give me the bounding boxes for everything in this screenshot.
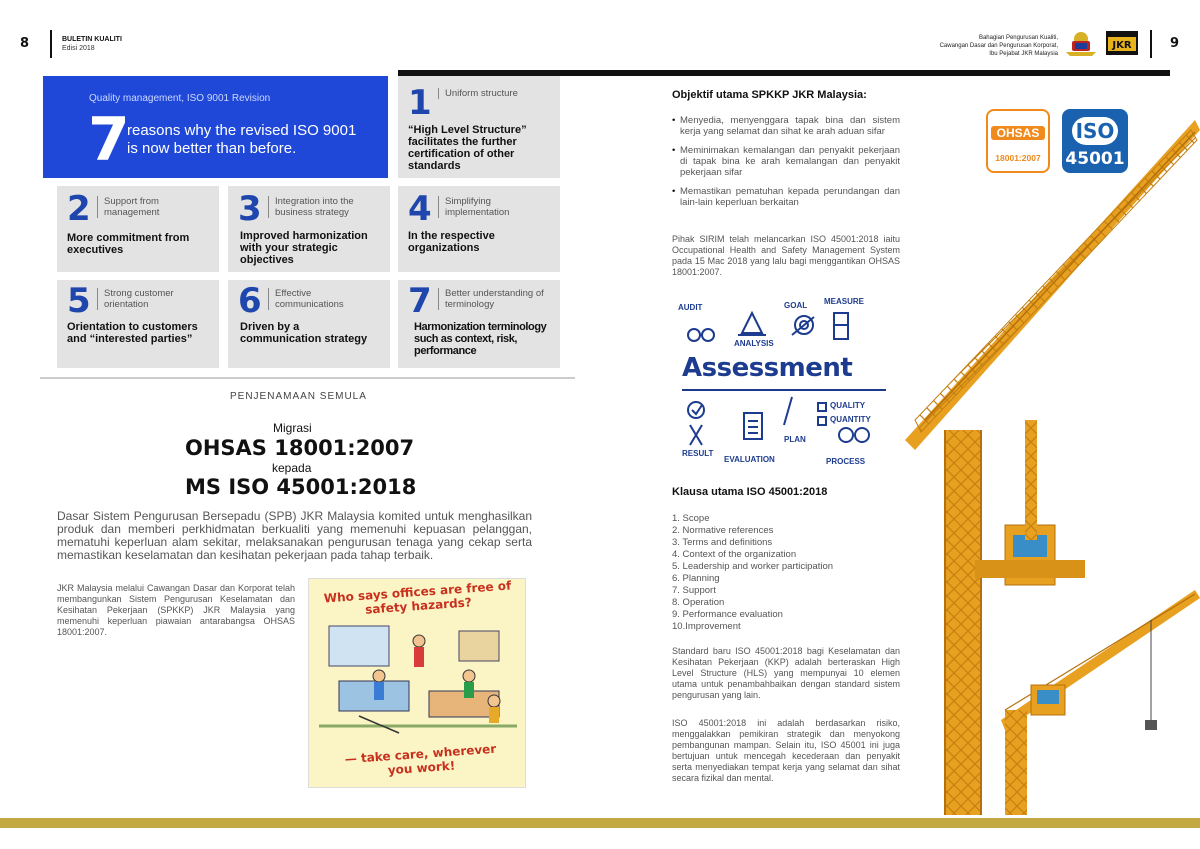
- iso-badge-bottom: 45001: [1065, 149, 1125, 169]
- org-line: Bahagian Pengurusan Kualiti,: [978, 35, 1058, 41]
- list-item: 10.Improvement: [672, 621, 741, 632]
- hero-line1: reasons why the revised ISO 9001: [127, 122, 357, 139]
- assessment-label-measure: MEASURE: [824, 297, 865, 306]
- safety-poster: [308, 578, 526, 788]
- left-page-number: 8: [20, 36, 30, 51]
- reason-number: 7: [408, 281, 432, 321]
- list-item: 2. Normative references: [672, 525, 774, 536]
- list-item: 5. Leadership and worker participation: [672, 561, 834, 572]
- section-label: PENJENAMAAN SEMULA: [230, 391, 367, 402]
- bulletin-title: BULETIN KUALITI: [62, 36, 122, 43]
- reason-description: Improved harmonization with your strategic objectives: [240, 230, 368, 266]
- jkr-logo-text: JKR: [1112, 40, 1132, 51]
- list-item: 6. Planning: [672, 573, 720, 584]
- assessment-label-process: PROCESS: [826, 457, 866, 466]
- assessment-label-quantity: QUANTITY: [830, 415, 871, 424]
- list-item: • Memastikan pematuhan kepada perundangan dan lain-lain keperluan berkaitan: [672, 186, 900, 208]
- reason-description: Harmonization terminology such as context, risk, performance: [414, 321, 547, 357]
- hero-number: 7: [88, 105, 130, 175]
- iso-badge-top: ISO: [1072, 117, 1118, 145]
- section-divider: [40, 377, 575, 379]
- list-item: 8. Operation: [672, 597, 725, 608]
- reason-subtitle: Support from management: [97, 196, 207, 218]
- reason-description: “High Level Structure” facilitates the further certification of other standards: [408, 124, 527, 172]
- right-header-divider: [1150, 30, 1152, 58]
- reason-description: Orientation to customers and “interested parties”: [67, 321, 198, 345]
- reason-description: Driven by a communication strategy: [240, 321, 368, 345]
- reason-tile-2: [57, 186, 219, 272]
- clause-list: [672, 513, 900, 633]
- clause-title: Klausa utama ISO 45001:2018: [672, 486, 828, 498]
- reason-tile-7: [398, 280, 560, 368]
- list-item: 9. Performance evaluation: [672, 609, 783, 620]
- reason-number: 2: [67, 189, 91, 229]
- reason-tile-5: [57, 280, 219, 368]
- left-header-divider: [50, 30, 52, 58]
- reason-subtitle: Better understanding of terminology: [438, 288, 548, 310]
- tower-crane-illustration: [905, 120, 1200, 820]
- to-standard: MS ISO 45001:2018: [185, 475, 417, 499]
- assessment-label-plan: PLAN: [784, 435, 806, 444]
- bulletin-edition: Edisi 2018: [62, 45, 95, 52]
- coat-of-arms-logo: [1062, 28, 1100, 58]
- reason-tile-1: [398, 76, 560, 178]
- hero-line2: is now better than before.: [127, 140, 297, 157]
- office-illustration: [319, 621, 517, 741]
- reason-number: 5: [67, 281, 91, 321]
- reason-subtitle: Integration into the business strategy: [268, 196, 378, 218]
- list-item: 4. Context of the organization: [672, 549, 797, 560]
- assessment-title: Assessment: [682, 353, 853, 383]
- objective-title: Objektif utama SPKKP JKR Malaysia:: [672, 89, 867, 101]
- hls-paragraph: Standard baru ISO 45001:2018 bagi Keselamatan dan Kesihatan Pekerjaan (KKP) adalah berteraskan High Level Structure (HLS) yang mempunyai 10 elemen utama untuk penambahbaikan dengan standard sistem pengurusan yang lain.: [672, 646, 900, 700]
- ohsas-badge-top: OHSAS: [991, 126, 1045, 140]
- org-line: Ibu Pejabat JKR Malaysia: [989, 51, 1058, 57]
- org-line: Cawangan Dasar dan Pengurusan Korporat,: [939, 43, 1058, 49]
- reason-tile-3: [228, 186, 390, 272]
- hero-kicker: Quality management, ISO 9001 Revision: [89, 93, 271, 104]
- risk-paragraph: ISO 45001:2018 ini adalah berdasarkan risiko, menggalakkan pemikiran strategik dan menyokong pembangunan mampan. Selain itu, ISO 45001 ini juga bertujuan untuk mencegah kecederaan dan penyakit serta menyediakan tempat kerja yang selamat dan sihat secara fizikal dan mental.: [672, 718, 900, 783]
- kepada-label: kepada: [272, 461, 312, 475]
- hero-tile: [43, 76, 388, 178]
- ohsas-badge-bottom: 18001:2007: [995, 153, 1041, 163]
- intro-paragraph: Dasar Sistem Pengurusan Bersepadu (SPB) JKR Malaysia komited untuk menghasilkan produk dan memberi perkhidmatan berkualiti yang memenuhi kepuasan pelanggan, mematuhi keperluan alam sekitar, melaksanakan pengurusan tenaga yang cekap serta memastikan keselamatan dan kesihatan pekerjaan pada tahap terbaik.: [57, 509, 532, 562]
- spkkp-paragraph: JKR Malaysia melalui Cawangan Dasar dan Korporat telah membangunkan Sistem Pengurusan Keselamatan dan Kesihatan Pekerjaan (SPKKP) JKR Malaysia yang memenuhi keperluan piawaian antarabangsa OHSAS 18001:2007.: [57, 583, 295, 637]
- assessment-label-analysis: ANALYSIS: [734, 339, 774, 348]
- reason-subtitle: Simplifying implementation: [438, 196, 548, 218]
- reason-number: 1: [408, 83, 432, 123]
- reason-number: 6: [238, 281, 262, 321]
- org-address: [900, 34, 1058, 58]
- migrasi-label: Migrasi: [273, 421, 312, 435]
- assessment-label-evaluation: EVALUATION: [724, 455, 775, 464]
- right-page-number: 9: [1170, 36, 1180, 51]
- sirim-paragraph: Pihak SIRIM telah melancarkan ISO 45001:2018 iaitu Occupational Health and Safety Management System pada 15 Mac 2018 yang lalu bagi menggantikan OHSAS 18001:2007.: [672, 234, 900, 277]
- list-item: 3. Terms and definitions: [672, 537, 773, 548]
- reason-subtitle: Uniform structure: [438, 88, 554, 99]
- reason-tile-4: [398, 186, 560, 272]
- list-item: 7. Support: [672, 585, 716, 596]
- poster-bottom-text: — take care, wherever you work!: [344, 741, 497, 778]
- assessment-label-goal: GOAL: [784, 301, 808, 310]
- jkr-logo: [1104, 29, 1140, 57]
- reason-subtitle: Effective communications: [268, 288, 378, 310]
- objective-list: [672, 115, 900, 216]
- assessment-label-audit: AUDIT: [678, 303, 703, 312]
- reason-tile-6: [228, 280, 390, 368]
- from-standard: OHSAS 18001:2007: [185, 436, 415, 460]
- assessment-label-quality: QUALITY: [830, 401, 866, 410]
- reason-number: 3: [238, 189, 262, 229]
- list-item: • Meminimakan kemalangan dan penyakit pekerjaan di tapak bina ke arah kemalangan dan penyakit pekerjaan sifar: [672, 145, 900, 178]
- reason-subtitle: Strong customer orientation: [97, 288, 207, 310]
- footer-bar: [0, 818, 1200, 828]
- assessment-label-result: RESULT: [682, 449, 714, 458]
- reason-description: More commitment from executives: [67, 232, 190, 256]
- poster-top-text: Who says offices are free of safety hazards?: [323, 578, 512, 617]
- reason-description: In the respective organizations: [408, 230, 495, 254]
- list-item: • Menyedia, menyenggara tapak bina dan sistem kerja yang selamat dan sihat ke arah aduan sifar: [672, 115, 900, 137]
- list-item: 1. Scope: [672, 513, 710, 524]
- reason-number: 4: [408, 189, 432, 229]
- assessment-sketch: [672, 295, 900, 470]
